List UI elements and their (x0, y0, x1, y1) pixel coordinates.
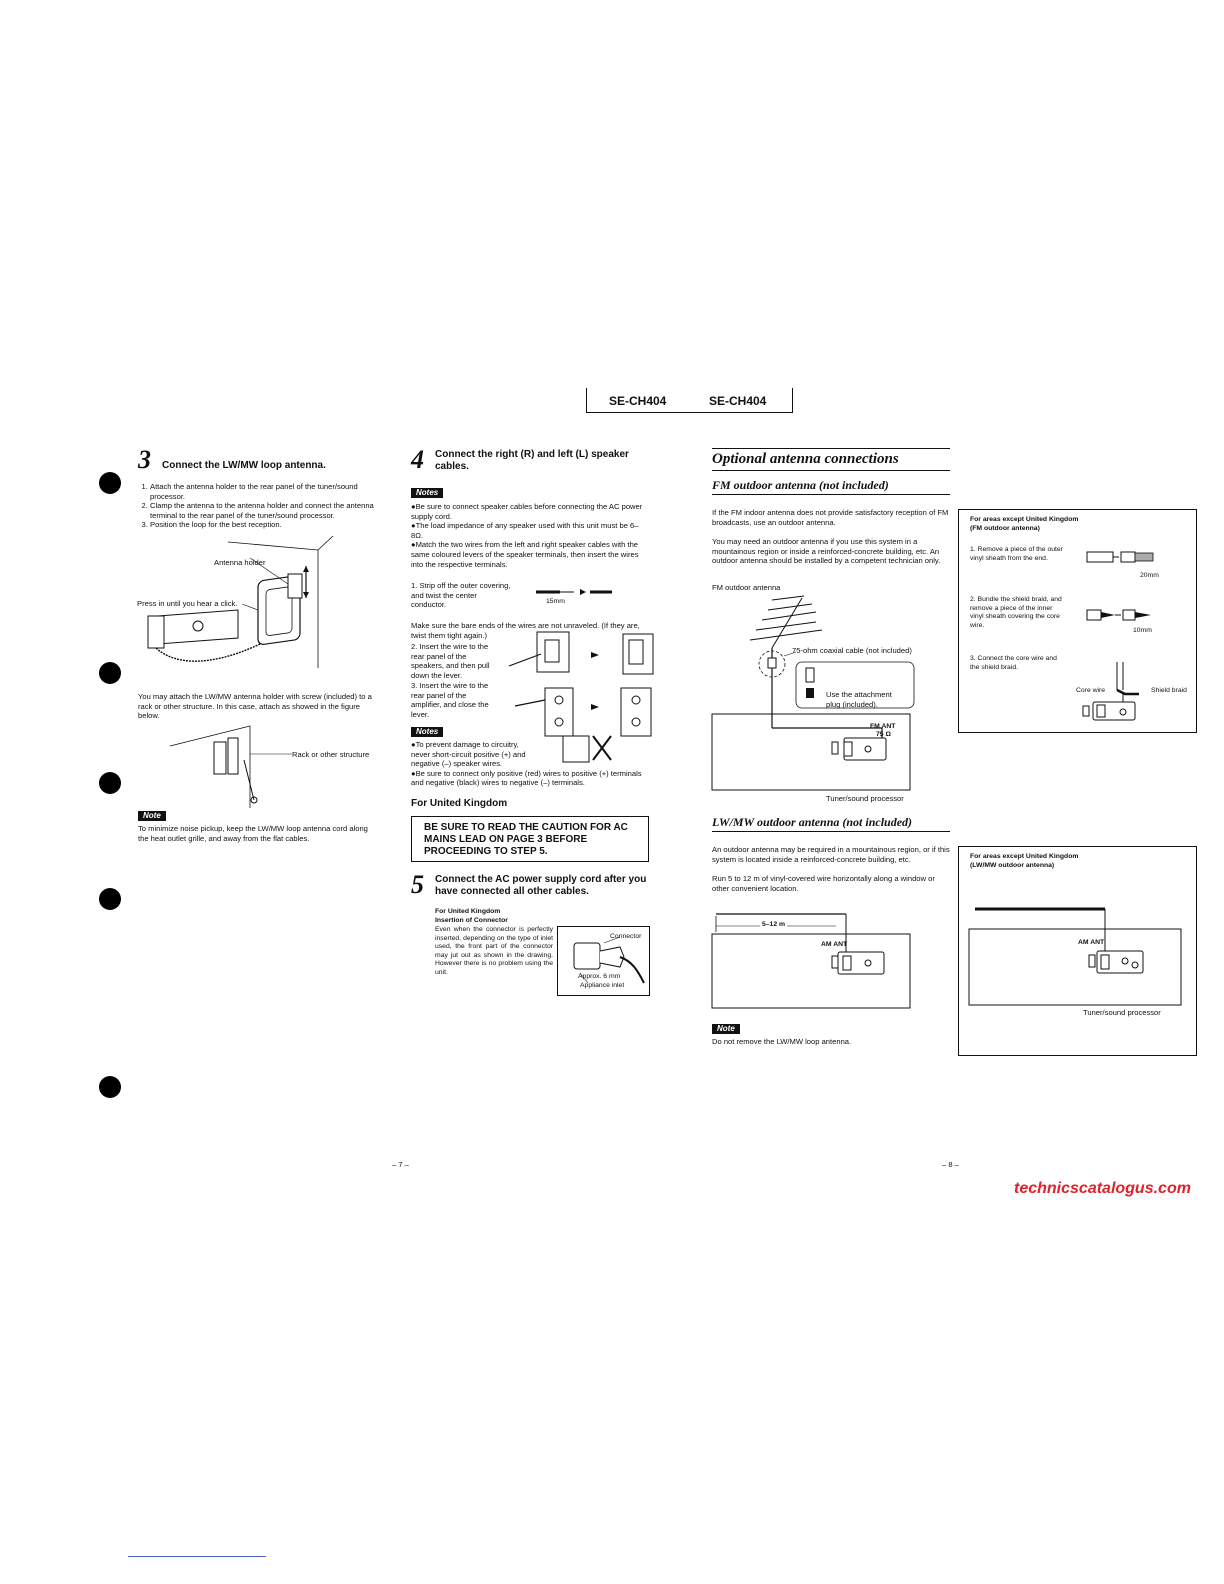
step4-item3: 3. Insert the wire to the rear panel of the amplifier, and close the lever. (411, 681, 489, 719)
fm-label-ohm: 75 Ω (876, 731, 891, 738)
step4-note-item: ●The load impedance of any speaker used with this unit must be 6–8Ω. (411, 521, 639, 540)
step5-insertion: Insertion of Connector (435, 917, 508, 924)
step4-notes (411, 502, 649, 569)
optional-title: Optional antenna connections (712, 451, 899, 467)
lw-box-label-tuner: Tuner/sound processor (1083, 1008, 1161, 1017)
step5-title: Connect the AC power supply cord after you have connected all other cables. (435, 874, 647, 897)
binder-hole (99, 888, 121, 910)
lw-note-tag: Note (712, 1024, 740, 1034)
fm-title: FM outdoor antenna (not included) (712, 478, 889, 492)
binder-hole (99, 772, 121, 794)
caution-box (411, 816, 649, 862)
step4-make-sure: Make sure the bare ends of the wires are not unraveled. (If they are, twist them tight again.) (411, 621, 640, 640)
lw-paragraph-2: Run 5 to 12 m of vinyl-covered wire horizontally along a window or other convenient location. (712, 874, 935, 893)
step4-notes2-tag: Notes (411, 727, 443, 737)
watermark-link[interactable]: technicscatalogus.com (1014, 1180, 1191, 1197)
fm-box-item2: 2. Bundle the shield braid, and remove a piece of the inner vinyl sheath covering the core wire. (970, 596, 1062, 629)
binder-hole (99, 472, 121, 494)
step4-note-item: ●Be sure to connect speaker cables before connecting the AC power supply cord. (411, 502, 643, 521)
fm-box-label-10mm: 10mm (1133, 627, 1152, 634)
label-15mm: 15mm (546, 598, 565, 605)
strip-20mm-illustration (1087, 548, 1187, 568)
fm-label-fmant: FM ANT (870, 723, 896, 730)
fm-cable-prep-box (958, 509, 1197, 733)
step4-note2-item: ●To prevent damage to circuitry, never short-circuit positive (+) and negative (–) speaker wires. (411, 740, 526, 769)
lw-title: LW/MW outdoor antenna (not included) (712, 815, 913, 829)
label-press-click: Press in until you hear a click. (137, 599, 238, 608)
step4-title: Connect the right (R) and left (L) speaker cables. (435, 449, 629, 472)
lw-title-rule (712, 831, 950, 832)
model-left: SE-CH404 (609, 394, 667, 408)
step3-item: 3. Position the loop for the best reception. (150, 520, 390, 530)
step4-note-item: ●Match the two wires from the left and right speaker cables with the same coloured levers of the speaker terminals, then insert the wires into the respective terminals. (411, 540, 639, 569)
fm-label-coax: 75-ohm coaxial cable (not included) (792, 646, 912, 655)
step3-note-text: To minimize noise pickup, keep the LW/MW loop antenna cord along the heat outlet grille, and away from the flat cables. (138, 824, 368, 843)
lw-box-label-amant: AM ANT (1078, 939, 1105, 946)
page-number-right: – 8 – (942, 1160, 959, 1169)
fm-box-label-shield: Shield braid (1151, 687, 1187, 694)
step3-paragraph: You may attach the LW/MW antenna holder with screw (included) to a rack or other structure. In this case, attach as showed in the figure below. (138, 692, 372, 721)
rack-illustration (170, 720, 280, 810)
fm-title-rule (712, 494, 950, 495)
label-connector: Connector (610, 933, 642, 940)
wire-strip-illustration (530, 584, 620, 602)
step4-note2-item: ●Be sure to connect only positive (red) wires to positive (+) terminals and negative (black) wires to negative (–) terminals. (411, 768, 642, 788)
fm-box-item1: 1. Remove a piece of the outer vinyl sheath from the end. (970, 546, 1063, 562)
fm-paragraph-2: You may need an outdoor antenna if you use this system in a mountainous region or inside a reinforced-concrete building, etc. An outdoor antenna should be installed by a competent technician only. (712, 537, 941, 566)
step3-item: 2. Clamp the antenna to the antenna holder and connect the antenna terminal to the rear panel of the tuner/sound processor. (150, 501, 390, 520)
step4-item2: 2. Insert the wire to the rear panel of the speakers, and then pull down the lever. (411, 642, 490, 680)
step3-list (138, 482, 390, 530)
lw-label-len: 5–12 m (762, 921, 786, 928)
connector-figure (557, 926, 650, 996)
model-right: SE-CH404 (709, 394, 767, 408)
lw-note-text: Do not remove the LW/MW loop antenna. (712, 1037, 852, 1046)
step5-number: 5 (411, 870, 424, 899)
label-rack: Rack or other structure (292, 750, 370, 759)
step4-strip-item: 1. Strip off the outer covering, and twist the center conductor. (411, 581, 511, 610)
label-antenna-holder: Antenna holder (214, 558, 266, 567)
step5-text: Even when the connector is perfectly inserted, depending on the type of inlet used, the front part of the connector may jut out as shown in the drawing. However there is no problem using the unit. (435, 926, 553, 976)
lw-box-illustration (969, 903, 1191, 1007)
fm-box-label-20mm: 20mm (1140, 572, 1159, 579)
step3-item: 1. Attach the antenna holder to the rear panel of the tuner/sound processor. (150, 482, 390, 501)
fm-box-item3: 3. Connect the core wire and the shield braid. (970, 655, 1057, 671)
step3-note-tag: Note (138, 811, 166, 821)
step3-number: 3 (138, 445, 151, 474)
label-approx: Approx. 6 mm (578, 973, 621, 980)
strip-10mm-illustration (1087, 606, 1187, 626)
fm-box-subtitle: (FM outdoor antenna) (970, 525, 1040, 532)
lw-outdoor-box (958, 846, 1197, 1056)
label-appliance-inlet: Appliance inlet (580, 982, 625, 989)
uk-heading: For United Kingdom (411, 798, 508, 809)
step5-uk: For United Kingdom (435, 908, 501, 915)
lw-box-subtitle: (LW/MW outdoor antenna) (970, 862, 1055, 869)
optional-title-rule-bottom (712, 470, 950, 471)
step4-number: 4 (411, 445, 424, 474)
fm-box-title: For areas except United Kingdom (970, 516, 1079, 523)
model-header (586, 388, 793, 413)
lw-paragraph-1: An outdoor antenna may be required in a mountainous region, or if this system is located inside a reinforced-concrete building, etc. (712, 845, 950, 864)
lw-antenna-illustration (712, 912, 912, 1012)
step4-notes2 (411, 740, 651, 788)
bottom-link-rule (128, 1556, 266, 1557)
fm-box-label-core: Core wire (1076, 687, 1106, 694)
fm-label-antenna: FM outdoor antenna (712, 583, 781, 592)
fm-label-plug: Use the attachment plug (included). (826, 690, 892, 709)
step4-notes-tag: Notes (411, 488, 443, 498)
binder-hole (99, 1076, 121, 1098)
caution-text: BE SURE TO READ THE CAUTION FOR AC MAINS LEAD ON PAGE 3 BEFORE PROCEEDING TO STEP 5. (424, 822, 628, 857)
fm-label-tuner: Tuner/sound processor (826, 794, 904, 803)
lw-box-title: For areas except United Kingdom (970, 853, 1079, 860)
page-number-left: – 7 – (392, 1160, 409, 1169)
lw-label-amant: AM ANT (821, 941, 848, 948)
fm-paragraph-1: If the FM indoor antenna does not provide satisfactory reception of FM broadcasts, use an outdoor antenna. (712, 508, 949, 527)
step3-title: Connect the LW/MW loop antenna. (162, 460, 326, 471)
binder-hole (99, 662, 121, 684)
optional-title-rule-top (712, 448, 950, 449)
